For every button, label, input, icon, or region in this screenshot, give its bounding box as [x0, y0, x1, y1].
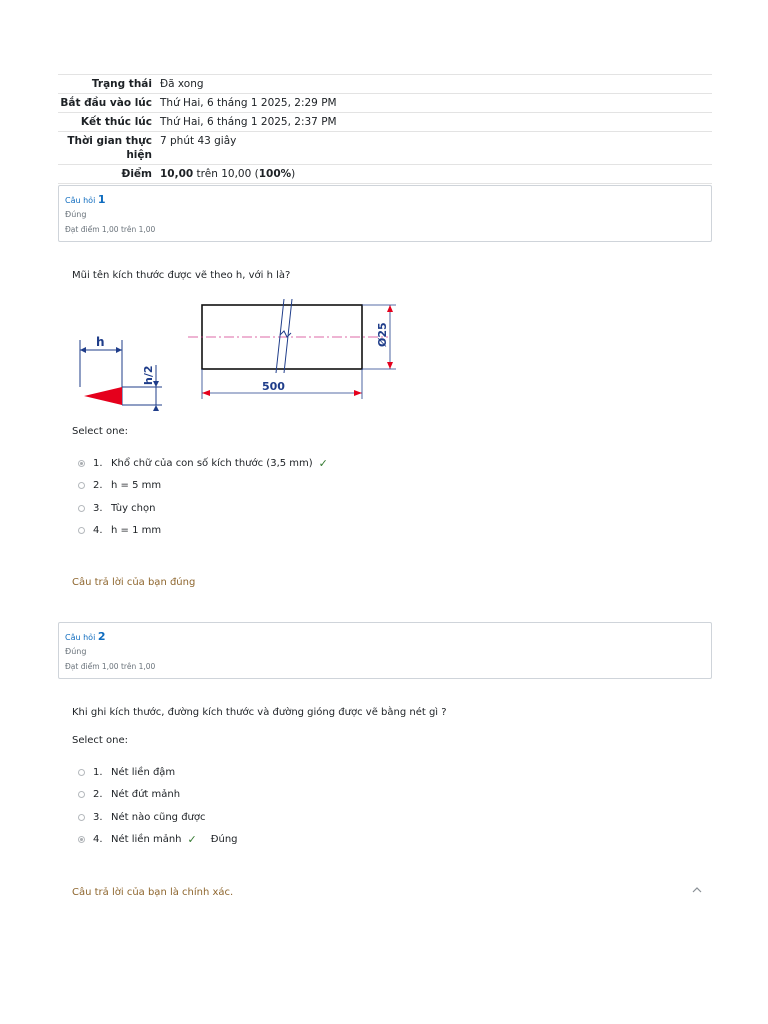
- option-text: h = 1 mm: [111, 525, 162, 537]
- question-2-text: Khi ghi kích thước, đường kích thước và đường gióng được vẽ bằng nét gì ?: [72, 707, 447, 718]
- grade-middle: trên 10,00 (: [193, 168, 259, 180]
- answer-option[interactable]: [78, 475, 328, 498]
- select-one-label: Select one:: [72, 426, 129, 437]
- summary-row-grade: [58, 164, 712, 184]
- option-number: 4.: [93, 525, 103, 537]
- option-number: 4.: [93, 834, 103, 846]
- summary-value: Thứ Hai, 6 tháng 1 2025, 2:37 PM: [160, 116, 337, 128]
- option-number: 3.: [93, 502, 103, 514]
- summary-label: Thời gian thực hiện: [67, 135, 152, 161]
- radio-button[interactable]: [78, 460, 85, 467]
- answer-option[interactable]: [78, 452, 328, 475]
- select-one-label: Select one:: [72, 735, 129, 746]
- question-number: [65, 193, 705, 206]
- question-1-feedback: Câu trả lời của bạn đúng: [72, 577, 196, 588]
- question-num: 2: [97, 630, 106, 643]
- radio-button[interactable]: [78, 814, 85, 821]
- option-text: h = 5 mm: [111, 480, 162, 492]
- radio-button[interactable]: [78, 527, 85, 534]
- question-2-feedback: Câu trả lời của bạn là chính xác.: [72, 887, 234, 898]
- option-number: 2.: [93, 480, 103, 492]
- answer-option[interactable]: [78, 761, 238, 784]
- answer-option[interactable]: [78, 784, 238, 807]
- question-number: [65, 630, 705, 643]
- summary-label: Kết thúc lúc: [80, 116, 152, 128]
- question-state: Đúng: [65, 210, 87, 219]
- question-1-text: Mũi tên kích thước được vẽ theo h, với h là?: [72, 270, 291, 281]
- summary-value: [160, 167, 712, 181]
- red-arrow: [84, 387, 122, 405]
- option-number: 3.: [93, 811, 103, 823]
- answer-option[interactable]: [78, 520, 328, 543]
- option-number: 1.: [93, 766, 103, 778]
- check-icon: ✓: [318, 456, 328, 470]
- question-prefix: Câu hỏi: [65, 633, 96, 642]
- summary-label: Trạng thái: [91, 78, 152, 90]
- summary-row-completed: [58, 112, 712, 131]
- grade-percent: 100%: [258, 168, 292, 180]
- dimension-figure: [70, 295, 410, 415]
- question-1-answers: [78, 452, 328, 542]
- option-number: 2.: [93, 789, 103, 801]
- radio-button[interactable]: [78, 482, 85, 489]
- option-text: Nét đứt mảnh: [111, 789, 181, 801]
- question-2-answers: [78, 761, 238, 851]
- diameter-label: Ø25: [376, 322, 389, 347]
- grade-score: 10,00: [160, 168, 194, 180]
- correct-label: Đúng: [210, 834, 238, 846]
- length-label: 500: [262, 380, 285, 393]
- question-state: Đúng: [65, 647, 87, 656]
- option-text: Khổ chữ của con số kích thước (3,5 mm): [111, 457, 313, 469]
- question-grade: Đạt điểm 1,00 trên 1,00: [65, 662, 156, 671]
- option-text: Tùy chọn: [111, 502, 156, 514]
- option-text: Nét nào cũng được: [111, 811, 206, 823]
- radio-button[interactable]: [78, 791, 85, 798]
- option-text: Nét liền đậm: [111, 766, 176, 778]
- answer-option[interactable]: [78, 497, 328, 520]
- option-number: 1.: [93, 457, 103, 469]
- h2-label: h/2: [142, 365, 155, 385]
- grade-end: ): [291, 168, 296, 180]
- radio-button[interactable]: [78, 505, 85, 512]
- summary-label: Điểm: [121, 168, 152, 180]
- question-prefix: Câu hỏi: [65, 196, 96, 205]
- summary-value: Đã xong: [160, 78, 204, 90]
- option-text: Nét liền mảnh: [111, 834, 182, 846]
- summary-value: 7 phút 43 giây: [160, 135, 237, 147]
- summary-row-started: [58, 93, 712, 112]
- answer-option[interactable]: [78, 829, 238, 852]
- chevron-up-icon[interactable]: [690, 883, 704, 897]
- answer-option[interactable]: [78, 806, 238, 829]
- attempt-summary: [58, 74, 712, 184]
- question-1-info: [58, 185, 712, 242]
- question-2-info: [58, 622, 712, 679]
- summary-row-duration: [58, 131, 712, 164]
- check-icon: ✓: [187, 833, 197, 847]
- radio-button[interactable]: [78, 836, 85, 843]
- question-num: 1: [97, 193, 106, 206]
- h-label: h: [96, 335, 105, 349]
- summary-value: Thứ Hai, 6 tháng 1 2025, 2:29 PM: [160, 97, 337, 109]
- radio-button[interactable]: [78, 769, 85, 776]
- question-grade: Đạt điểm 1,00 trên 1,00: [65, 225, 156, 234]
- summary-row-state: [58, 74, 712, 93]
- summary-label: Bắt đầu vào lúc: [60, 97, 152, 109]
